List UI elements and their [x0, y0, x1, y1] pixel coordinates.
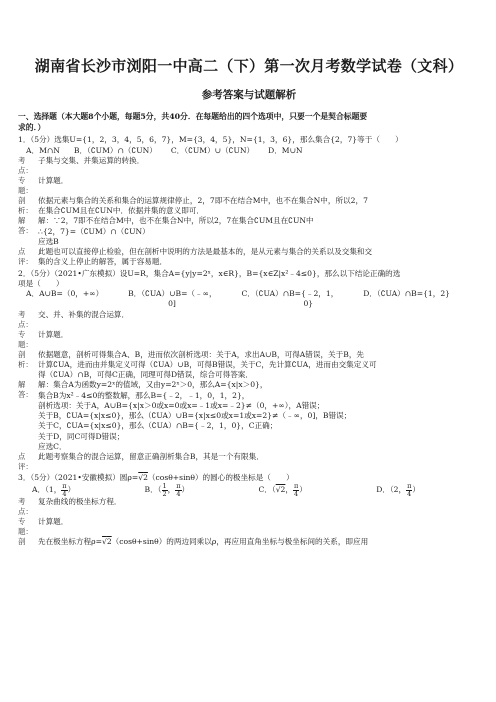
jieda-row: 解 答： 解：集合A为函数y=2ˣ的值域，又由y=2ˣ＞0，那么A={x|x＞0}， 集合B为x²﹣4≤0的整数解，那么B={﹣2，﹣1，0，1，2}， 剖析选项：关于A，A∪B={x|x＞0或x=0或x=﹣1或x=﹣2}≠（0，+∞），A错误； 关于B，∁UA={x|x≤0}，那么（∁UA）∪B={x|x≤0或x=1或x=2}≠（﹣∞，0]，B错误； 关于C，∁UA={x|x≤0}，那么（∁UA）∩B={﹣2，1，0}，C正确； 关于D，同C可得D错误； 应选C． [18, 380, 352, 451]
label-fenxi: 剖 析： [18, 349, 33, 369]
label-fenxi: 剖 [18, 537, 26, 547]
label-fenxi: 剖 析： [18, 195, 33, 215]
fenxi-row: 剖 析： 依据题意，剖析可得集合A、B，进而依次剖析选项：关于A，求出A∪B，可得A错误，关于B，先 计算∁UA，进而由并集定义可得（∁UA）∪B，可得B错误，关于C，先计算∁UA，进而由交集定义可 得（∁UA）∩B，可得C正确，同理可得D错误，综合可得答案． [18, 349, 377, 380]
kaodian-row: 考 点： 子集与交集、并集运算的转换． [18, 155, 145, 175]
option-d: D．（∁UA）∩B={1，2} [363, 289, 450, 299]
option-b: B．（∁UA）∪B=（﹣∞， 0] [128, 289, 217, 309]
label-jieda: 解 答： [18, 380, 33, 400]
zhuanti-row: 专 题： 计算题． [18, 329, 69, 349]
label-zhuanti: 专 题： [18, 329, 33, 349]
dianping-row: 点 评： 此题考察集合的混合运算，留意正确剖析集合B，其是一个有限集． [18, 452, 264, 472]
option-a: A．A∪B=（0，+∞） [26, 289, 104, 299]
label-kaodian: 考 点： [18, 155, 33, 175]
question-1-stem: 1．（5分）选集U={1，2，3，4，5，6，7}，M={3，4，5}，N={1，3，6}，那么集合{2，7}等于（ ） [18, 135, 403, 145]
dianping-row: 点 评： 此题也可以直接停止检验，但在剖析中说明的方法是最基本的，是从元素与集合的关系以及交集和交 集的含义上停止的解答，属于容易题． [18, 247, 373, 267]
question-1-options [18, 146, 480, 156]
label-dianping: 点 评： [18, 247, 33, 267]
document-subtitle: 参考答案与试题解析 [201, 89, 297, 102]
option-b: B．（∁UM）∩（∁UN） [73, 145, 157, 155]
question-1 [18, 135, 480, 267]
question-3-stem: 3．（5分）（2021•安徽模拟）圆ρ=√2（cosθ+sinθ）的圆心的极坐标是（ ） [18, 473, 294, 483]
label-dianping: 点 评： [18, 452, 33, 472]
question-3-options [18, 483, 480, 497]
kaodian-row: 考 点： 复杂曲线的极坐标方程． [18, 497, 122, 517]
option-d: D．（2， $\frac{\pi}{4}$ ） [376, 482, 420, 498]
label-kaodian: 考 点： [18, 497, 33, 517]
option-d: D．M∪N [268, 145, 303, 155]
zhuanti-row: 专 题： 计算题． [18, 517, 69, 537]
question-3 [18, 473, 480, 547]
label-zhuanti: 专 题： [18, 517, 33, 537]
kaodian-row: 考 点： 交、并、补集的混合运算． [18, 309, 130, 329]
question-2-stem: 2．（5分）（2021•广东模拟）设U=R，集合A={y|y=2ˣ，x∈R}，B={x∈Z|x²﹣4≤0}，那么以下结论正确的选 项是（ ） [18, 268, 401, 288]
fenxi-row: 剖 析： 依据元素与集合的关系和集合的运算规律停止，2，7即不在结合M中，也不在集合N中，所以2，7 在集合∁UM且在∁UN中．依据并集的意义即可． [18, 195, 368, 216]
option-c: C．（∁UM）∪（∁UN） [170, 145, 255, 155]
zhuanti-row: 专 题： 计算题． [18, 175, 69, 195]
document-title: 湖南省长沙市浏阳一中高二（下）第一次月考数学试卷（文科） [34, 57, 464, 75]
option-c: C．（∁UA）∩B={﹣2，1， 0} [241, 289, 339, 309]
option-c: C．（√2， $\frac{\pi}{4}$ ） [258, 482, 307, 498]
jieda-row: 解 答： 解：∵2，7即不在结合M中，也不在集合N中，所以2，7在集合∁UM且在∁UN中 ∴{2，7}=（∁UM）∩（∁UN） 应选B [18, 216, 314, 246]
question-2 [18, 269, 480, 472]
question-2-options [18, 289, 480, 310]
label-zhuanti: 专 题： [18, 175, 33, 195]
fenxi-row: 剖 先在极坐标方程ρ=√2（cosθ+sinθ）的两边同乘以ρ，再应用直角坐标与极坐标间的关系，即应用 [18, 537, 369, 547]
option-a: A．M∩N [26, 145, 60, 155]
section-heading: 一、选择题（本大题8个小题，每题5分，共40分．在每题给出的四个选项中，只要一个是契合标题要 求的．） [18, 112, 368, 132]
label-kaodian: 考 点： [18, 309, 33, 329]
document-page [18, 0, 480, 547]
sqrt-symbol: √2 [138, 473, 148, 483]
option-a: A．（1， $\frac{\pi}{4}$ ） [32, 482, 76, 498]
label-jieda: 解 答： [18, 216, 33, 236]
option-b: B．（ $\frac{1}{2}$ ， $\frac{\pi}{4}$ ） [144, 482, 190, 498]
